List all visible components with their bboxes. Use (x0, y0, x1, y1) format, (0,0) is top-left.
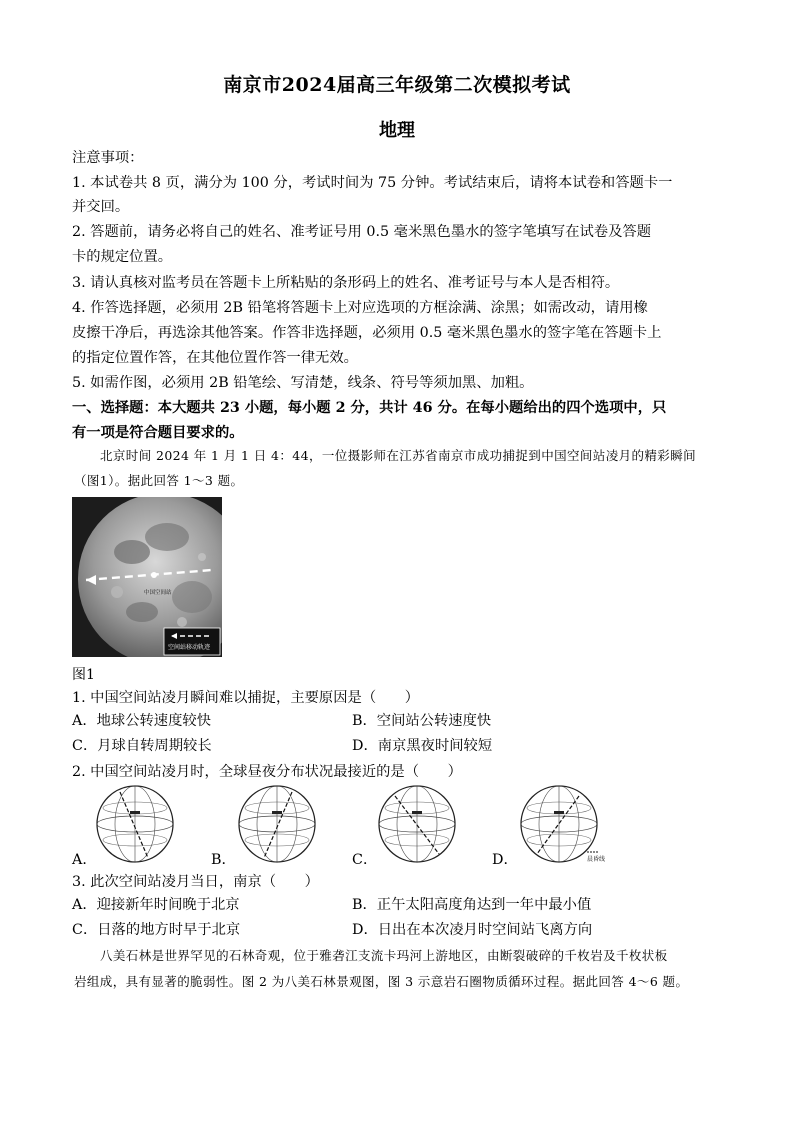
question-stem: 1. 中国空间站凌月瞬间难以捕捉，主要原因是（ ） (72, 690, 420, 706)
option-b: B．空间站公转速度快 (352, 713, 492, 729)
notice-line: 皮擦干净后，再选涂其他答案。作答非选择题，必须用 0.5 毫米黑色墨水的签字笔在答题卡上 (72, 325, 662, 341)
option-c-label: C． (352, 852, 378, 868)
section-heading: 一、选择题：本大题共 23 小题，每小题 2 分，共计 46 分。在每小题给出的四个选项中，只 (72, 400, 667, 416)
globe-diagram-d (513, 784, 605, 864)
subject-title: 地理 (379, 120, 415, 141)
option-a: A．地球公转速度较快 (72, 713, 211, 729)
question-stem: 3. 此次空间站凌月当日，南京（ ） (72, 874, 319, 890)
material-intro: 岩组成，具有显著的脆弱性。图 2 为八美石林景观图，图 3 示意岩石圈物质循环过程。据此回答 4～6 题。 (74, 974, 689, 989)
material-intro: （图1）。据此回答 1～3 题。 (74, 473, 244, 488)
notice-line: 2. 答题前，请务必将自己的姓名、准考证号用 0.5 毫米黑色墨水的签字笔填写在试卷及答题 (72, 224, 651, 240)
option-b: B．正午太阳高度角达到一年中最小值 (352, 897, 592, 913)
photo-inner-label: 中国空间站 (144, 590, 172, 596)
figure-caption: 图1 (72, 667, 95, 683)
globe-diagram-a (92, 784, 184, 864)
option-a: A．迎接新年时间晚于北京 (72, 897, 240, 913)
notice-line: 的指定位置作答，在其他位置作答一律无效。 (72, 350, 358, 366)
photo-legend-label: 空间站移动轨迹 (168, 644, 211, 651)
option-c: C．月球自转周期较长 (72, 738, 212, 754)
option-d: D．日出在本次凌月时空间站飞离方向 (352, 922, 593, 938)
notice-line: 并交回。 (72, 199, 130, 215)
material-intro: 北京时间 2024 年 1 月 1 日 4：44，一位摄影师在江苏省南京市成功捕捉到中国空间站凌月的精彩瞬间 (100, 448, 696, 463)
moon-transit-photo (72, 497, 222, 657)
material-intro: 八美石林是世界罕见的石林奇观，位于雅砻江支流卡玛河上游地区，由断裂破碎的千枚岩及千枚状板 (100, 948, 668, 963)
option-b-label: B． (211, 852, 236, 868)
notice-line: 卡的规定位置。 (72, 249, 173, 265)
globe-legend-label: 晨昏线 (587, 856, 605, 863)
option-d: D．南京黑夜时间较短 (352, 738, 493, 754)
globe-diagram-c (373, 784, 465, 864)
notice-line: 1. 本试卷共 8 页，满分为 100 分，考试时间为 75 分钟。考试结束后，请将本试卷和答题卡一 (72, 175, 673, 191)
notice-line: 3. 请认真核对监考员在答题卡上所粘贴的条形码上的姓名、准考证号与本人是否相符。 (72, 275, 620, 291)
option-a-label: A． (72, 852, 97, 868)
notice-line: 4. 作答选择题，必须用 2B 铅笔将答题卡上对应选项的方框涂满、涂黑；如需改动，请用橡 (72, 300, 648, 316)
section-heading: 有一项是符合题目要求的。 (72, 425, 244, 441)
option-c: C．日落的地方时早于北京 (72, 922, 241, 938)
option-d-label: D． (492, 852, 518, 868)
exam-title: 南京市2024届高三年级第二次模拟考试 (223, 74, 571, 96)
question-stem: 2. 中国空间站凌月时，全球昼夜分布状况最接近的是（ ） (72, 764, 462, 780)
notice-line: 5. 如需作图，必须用 2B 铅笔绘、写清楚，线条、符号等须加黑、加粗。 (72, 375, 534, 391)
notice-heading: 注意事项： (72, 150, 144, 166)
globe-diagram-b (232, 784, 324, 864)
